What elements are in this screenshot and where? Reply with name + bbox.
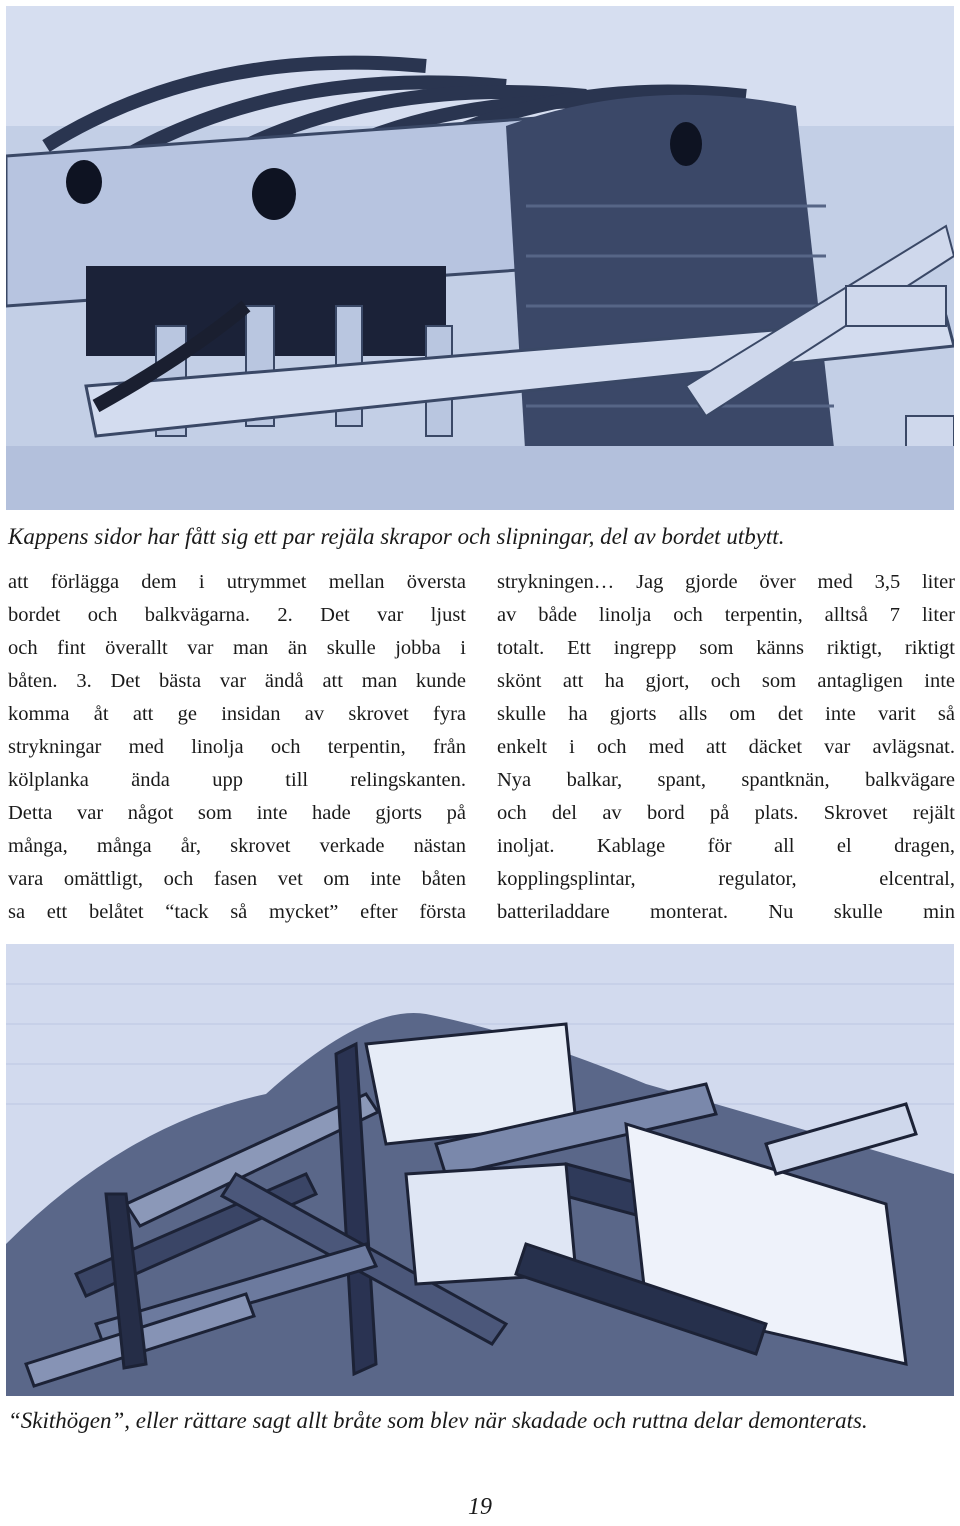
body-text-line: skulle ha gjorts alls om det inte varit så (497, 703, 955, 725)
body-text-line: Nya balkar, spant, spantknän, balkvägare (497, 769, 955, 791)
body-text-line: bordet och balkvägarna. 2. Det var ljust (8, 604, 466, 626)
body-text-line: och fint överallt var man än skulle jobba i (8, 637, 466, 659)
page-number: 19 (468, 1494, 492, 1520)
body-text-line: Detta var något som inte hade gjorts på (8, 802, 466, 824)
body-text-line: båten. 3. Det bästa var ändå att man kunde (8, 670, 466, 692)
body-text-line: kölplanka ända upp till relingskanten. (8, 769, 466, 791)
text-column-right (497, 566, 955, 929)
scrap-pile-illustration (6, 944, 954, 1396)
boat-hull-illustration (6, 6, 954, 510)
body-text-line: inoljat. Kablage för all el dragen, (497, 835, 955, 857)
photo-caption-bottom: “Skithögen”, eller rättare sagt allt bråte som blev när skadade och ruttna delar demonterats. (8, 1408, 868, 1433)
boat-hull-photo (6, 6, 954, 510)
body-text-line: av både linolja och terpentin, alltså 7 liter (497, 604, 955, 626)
text-column-left (8, 566, 466, 929)
scrap-wood-pile-photo (6, 944, 954, 1396)
body-text-line: kopplingsplintar, regulator, elcentral, (497, 868, 955, 890)
body-text-line: många, många år, skrovet verkade nästan (8, 835, 466, 857)
body-text-line: komma åt att ge insidan av skrovet fyra (8, 703, 466, 725)
body-text-line: totalt. Ett ingrepp som känns riktigt, riktigt (497, 637, 955, 659)
body-text-line: och del av bord på plats. Skrovet rejält (497, 802, 955, 824)
body-text-line: sa ett belåtet “tack så mycket” efter första (8, 901, 466, 923)
body-text-line: vara omättligt, och fasen vet om inte båten (8, 868, 466, 890)
body-text-line: strykningar med linolja och terpentin, från (8, 736, 466, 758)
body-text-line: att förlägga dem i utrymmet mellan översta (8, 571, 466, 593)
body-text-line: skönt att ha gjort, och som antagligen inte (497, 670, 955, 692)
body-text-line: enkelt i och med att däcket var avlägsnat. (497, 736, 955, 758)
body-text-line: strykningen… Jag gjorde över med 3,5 liter (497, 571, 955, 593)
body-text-line: batteriladdare monterat. Nu skulle min (497, 901, 955, 923)
photo-caption-top: Kappens sidor har fått sig ett par rejäla skrapor och slipningar, del av bordet utbytt. (8, 524, 785, 549)
